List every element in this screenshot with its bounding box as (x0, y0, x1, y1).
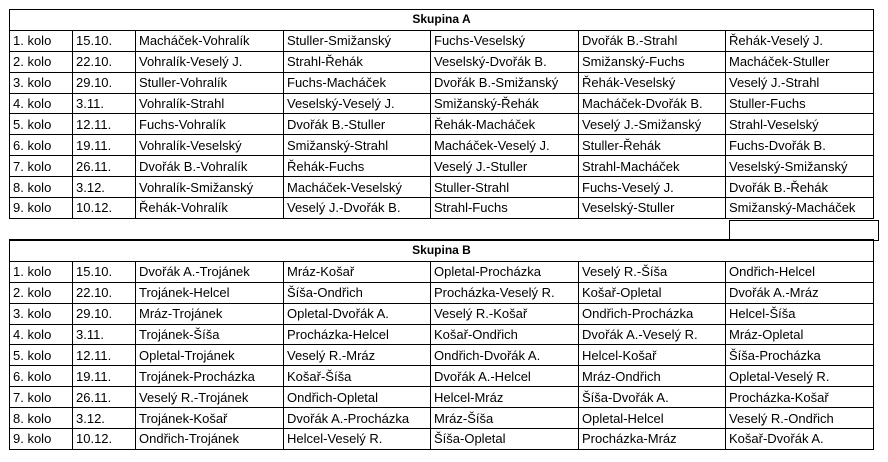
match-cell: Trojánek-Šíša (136, 324, 284, 345)
match-cell: Šíša-Procházka (726, 345, 874, 366)
match-cell: Šíša-Opletal (431, 429, 579, 450)
match-cell: Vohralík-Strahl (136, 93, 284, 114)
match-cell: Fuchs-Veselský (431, 30, 579, 51)
date-cell: 19.11. (73, 135, 136, 156)
match-cell: Košař-Dvořák A. (726, 429, 874, 450)
match-cell: Trojánek-Helcel (136, 282, 284, 303)
match-cell: Veselský-Dvořák B. (431, 51, 579, 72)
table-row (10, 282, 874, 303)
match-cell: Ondřich-Trojánek (136, 429, 284, 450)
date-cell: 15.10. (73, 261, 136, 282)
match-cell: Strahl-Macháček (579, 156, 726, 177)
round-cell: 1. kolo (10, 30, 73, 51)
table-row (10, 93, 874, 114)
round-cell: 9. kolo (10, 429, 73, 450)
match-cell: Veselý J.-Smižanský (579, 114, 726, 135)
match-cell: Dvořák A.-Trojánek (136, 261, 284, 282)
match-cell: Dvořák A.-Mráz (726, 282, 874, 303)
match-cell: Smižanský-Strahl (284, 135, 431, 156)
table-row (10, 30, 874, 51)
match-cell: Mráz-Opletal (726, 324, 874, 345)
match-cell: Macháček-Stuller (726, 51, 874, 72)
table-row (10, 408, 874, 429)
match-cell: Stuller-Řehák (579, 135, 726, 156)
match-cell: Dvořák B.-Stuller (284, 114, 431, 135)
group-b-table-wrapper (9, 239, 874, 450)
group-b-table (9, 239, 874, 450)
match-cell: Šíša-Dvořák A. (579, 387, 726, 408)
match-cell: Řehák-Veselský (579, 72, 726, 93)
match-cell: Stuller-Smižanský (284, 30, 431, 51)
round-cell: 4. kolo (10, 93, 73, 114)
match-cell: Smižanský-Macháček (726, 198, 874, 219)
match-cell: Ondřich-Opletal (284, 387, 431, 408)
match-cell: Fuchs-Veselý J. (579, 177, 726, 198)
match-cell: Vohralík-Veselý J. (136, 51, 284, 72)
match-cell: Dvořák B.-Řehák (726, 177, 874, 198)
match-cell: Dvořák B.-Smižanský (431, 72, 579, 93)
match-cell: Veselský-Stuller (579, 198, 726, 219)
match-cell: Dvořák A.-Procházka (284, 408, 431, 429)
match-cell: Macháček-Veselý J. (431, 135, 579, 156)
match-cell: Košař-Opletal (579, 282, 726, 303)
match-cell: Dvořák B.-Strahl (579, 30, 726, 51)
date-cell: 26.11. (73, 156, 136, 177)
date-cell: 3.12. (73, 408, 136, 429)
match-cell: Řehák-Fuchs (284, 156, 431, 177)
table-row (10, 324, 874, 345)
date-cell: 10.12. (73, 198, 136, 219)
match-cell: Trojánek-Košař (136, 408, 284, 429)
round-cell: 3. kolo (10, 303, 73, 324)
match-cell: Helcel-Mráz (431, 387, 579, 408)
match-cell: Dvořák A.-Helcel (431, 366, 579, 387)
match-cell: Fuchs-Dvořák B. (726, 135, 874, 156)
match-cell: Veselý R.-Šíša (579, 261, 726, 282)
date-cell: 3.11. (73, 324, 136, 345)
match-cell: Opletal-Helcel (579, 408, 726, 429)
round-cell: 1. kolo (10, 261, 73, 282)
match-cell: Ondřich-Helcel (726, 261, 874, 282)
round-cell: 9. kolo (10, 198, 73, 219)
match-cell: Opletal-Dvořák A. (284, 303, 431, 324)
match-cell: Smižanský-Fuchs (579, 51, 726, 72)
match-cell: Procházka-Mráz (579, 429, 726, 450)
table-row (10, 51, 874, 72)
match-cell: Veselý R.-Ondřich (726, 408, 874, 429)
round-cell: 5. kolo (10, 345, 73, 366)
date-cell: 3.12. (73, 177, 136, 198)
date-cell: 12.11. (73, 345, 136, 366)
round-cell: 6. kolo (10, 135, 73, 156)
match-cell: Helcel-Košař (579, 345, 726, 366)
round-cell: 8. kolo (10, 408, 73, 429)
match-cell: Opletal-Trojánek (136, 345, 284, 366)
match-cell: Stuller-Fuchs (726, 93, 874, 114)
match-cell: Mráz-Košař (284, 261, 431, 282)
match-cell: Macháček-Dvořák B. (579, 93, 726, 114)
date-cell: 29.10. (73, 72, 136, 93)
match-cell: Řehák-Macháček (431, 114, 579, 135)
date-cell: 10.12. (73, 429, 136, 450)
match-cell: Vohralík-Smižanský (136, 177, 284, 198)
match-cell: Veselský-Veselý J. (284, 93, 431, 114)
match-cell: Opletal-Veselý R. (726, 366, 874, 387)
match-cell: Ondřich-Dvořák A. (431, 345, 579, 366)
table-row (10, 387, 874, 408)
table-row (10, 429, 874, 450)
table-row (10, 303, 874, 324)
date-cell: 26.11. (73, 387, 136, 408)
table-row (10, 114, 874, 135)
round-cell: 6. kolo (10, 366, 73, 387)
match-cell: Dvořák A.-Veselý R. (579, 324, 726, 345)
match-cell: Mráz-Trojánek (136, 303, 284, 324)
table-row (10, 261, 874, 282)
match-cell: Fuchs-Macháček (284, 72, 431, 93)
match-cell: Trojánek-Procházka (136, 366, 284, 387)
match-cell: Procházka-Veselý R. (431, 282, 579, 303)
table-row (10, 345, 874, 366)
match-cell: Veselý R.-Trojánek (136, 387, 284, 408)
match-cell: Helcel-Veselý R. (284, 429, 431, 450)
table-row (10, 72, 874, 93)
table-row (10, 177, 874, 198)
date-cell: 29.10. (73, 303, 136, 324)
date-cell: 19.11. (73, 366, 136, 387)
table-row (10, 135, 874, 156)
match-cell: Mráz-Šíša (431, 408, 579, 429)
match-cell: Macháček-Vohralík (136, 30, 284, 51)
match-cell: Dvořák B.-Vohralík (136, 156, 284, 177)
round-cell: 2. kolo (10, 51, 73, 72)
match-cell: Košař-Ondřich (431, 324, 579, 345)
match-cell: Helcel-Šíša (726, 303, 874, 324)
round-cell: 5. kolo (10, 114, 73, 135)
match-cell: Ondřich-Procházka (579, 303, 726, 324)
match-cell: Šíša-Ondřich (284, 282, 431, 303)
match-cell: Mráz-Ondřich (579, 366, 726, 387)
match-cell: Macháček-Veselský (284, 177, 431, 198)
match-cell: Řehák-Vohralík (136, 198, 284, 219)
match-cell: Veselý J.-Dvořák B. (284, 198, 431, 219)
date-cell: 22.10. (73, 51, 136, 72)
group-a-table (9, 9, 874, 219)
match-cell: Řehák-Veselý J. (726, 30, 874, 51)
match-cell: Strahl-Fuchs (431, 198, 579, 219)
table-row (10, 198, 874, 219)
group-a-title: Skupina A (10, 10, 874, 31)
round-cell: 7. kolo (10, 156, 73, 177)
match-cell: Veselský-Smižanský (726, 156, 874, 177)
round-cell: 8. kolo (10, 177, 73, 198)
match-cell: Veselý R.-Košař (431, 303, 579, 324)
match-cell: Opletal-Procházka (431, 261, 579, 282)
empty-cell (729, 220, 879, 241)
round-cell: 7. kolo (10, 387, 73, 408)
date-cell: 15.10. (73, 30, 136, 51)
match-cell: Veselý J.-Stuller (431, 156, 579, 177)
match-cell: Košař-Šíša (284, 366, 431, 387)
match-cell: Strahl-Řehák (284, 51, 431, 72)
date-cell: 22.10. (73, 282, 136, 303)
round-cell: 4. kolo (10, 324, 73, 345)
table-row (10, 156, 874, 177)
group-a-table-wrapper (9, 9, 874, 219)
round-cell: 3. kolo (10, 72, 73, 93)
match-cell: Vohralík-Veselský (136, 135, 284, 156)
match-cell: Stuller-Strahl (431, 177, 579, 198)
match-cell: Procházka-Helcel (284, 324, 431, 345)
match-cell: Strahl-Veselský (726, 114, 874, 135)
match-cell: Stuller-Vohralík (136, 72, 284, 93)
match-cell: Veselý R.-Mráz (284, 345, 431, 366)
table-row (10, 366, 874, 387)
match-cell: Veselý J.-Strahl (726, 72, 874, 93)
date-cell: 12.11. (73, 114, 136, 135)
date-cell: 3.11. (73, 93, 136, 114)
match-cell: Smižanský-Řehák (431, 93, 579, 114)
group-b-title: Skupina B (10, 240, 874, 261)
match-cell: Procházka-Košař (726, 387, 874, 408)
match-cell: Fuchs-Vohralík (136, 114, 284, 135)
round-cell: 2. kolo (10, 282, 73, 303)
